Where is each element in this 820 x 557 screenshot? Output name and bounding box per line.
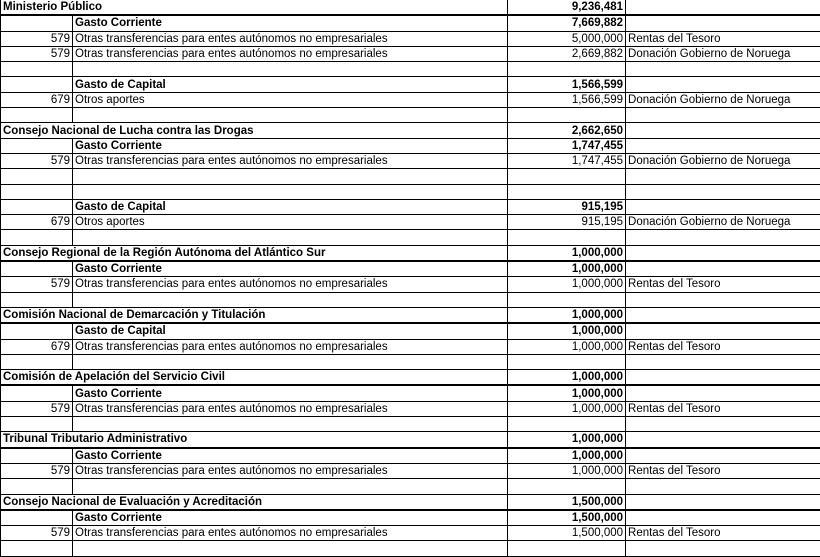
blank-row [1, 230, 820, 245]
table-row [1, 153, 820, 168]
item-description: Otras transferencias para entes autónomos no empresariales [73, 339, 508, 354]
funding-source [626, 184, 820, 199]
object-code [1, 77, 73, 92]
group-label: Gasto de Capital [73, 77, 508, 92]
group-label: Gasto Corriente [73, 385, 508, 401]
table-row [1, 463, 820, 478]
amount-cell: 915,195 [508, 215, 626, 230]
amount-cell: 1,000,000 [508, 448, 626, 464]
amount-cell: 1,500,000 [508, 510, 626, 526]
entity-row [1, 245, 820, 261]
object-code: 679 [1, 215, 73, 230]
funding-source [626, 230, 820, 245]
funding-source [626, 323, 820, 339]
entity-row [1, 494, 820, 510]
amount-cell: 1,000,000 [508, 261, 626, 277]
group-row [1, 77, 820, 92]
object-code: 679 [1, 92, 73, 107]
amount-cell [508, 108, 626, 123]
amount-cell [508, 354, 626, 369]
blank-row [1, 354, 820, 369]
item-description: Otras transferencias para entes autónomos no empresariales [73, 31, 508, 46]
item-description: Otras transferencias para entes autónomos no empresariales [73, 463, 508, 478]
funding-source: Donación Gobierno de Noruega [626, 92, 820, 107]
amount-cell: 7,669,882 [508, 15, 626, 31]
entity-name: Tribunal Tributario Administrativo [1, 432, 508, 448]
item-description [73, 230, 508, 245]
group-label: Gasto Corriente [73, 510, 508, 526]
table-row [1, 215, 820, 230]
table-row [1, 277, 820, 292]
amount-cell [508, 417, 626, 432]
funding-source [626, 123, 820, 138]
item-description: Otros aportes [73, 92, 508, 107]
object-code [1, 510, 73, 526]
object-code [1, 15, 73, 31]
item-description: Otras transferencias para entes autónomos no empresariales [73, 526, 508, 541]
funding-source [626, 385, 820, 401]
funding-source: Rentas del Tesoro [626, 526, 820, 541]
amount-cell: 1,000,000 [508, 370, 626, 386]
amount-cell: 1,747,455 [508, 153, 626, 168]
amount-cell [508, 169, 626, 184]
group-label: Gasto Corriente [73, 138, 508, 153]
group-row [1, 15, 820, 31]
amount-cell: 2,669,882 [508, 46, 626, 61]
object-code [1, 448, 73, 464]
group-label: Gasto Corriente [73, 261, 508, 277]
amount-cell: 1,000,000 [508, 432, 626, 448]
amount-cell: 5,000,000 [508, 31, 626, 46]
blank-row [1, 417, 820, 432]
entity-row [1, 307, 820, 323]
blank-row [1, 479, 820, 494]
table-row [1, 401, 820, 416]
object-code [1, 108, 73, 123]
entity-name: Ministerio Público [1, 0, 508, 15]
blank-row [1, 184, 820, 199]
object-code: 679 [1, 339, 73, 354]
object-code [1, 184, 73, 199]
funding-source: Rentas del Tesoro [626, 339, 820, 354]
funding-source [626, 370, 820, 386]
entity-name: Consejo Regional de la Región Autónoma del Atlántico Sur [1, 245, 508, 261]
blank-row [1, 169, 820, 184]
object-code [1, 138, 73, 153]
group-label: Gasto Corriente [73, 15, 508, 31]
object-code [1, 62, 73, 77]
amount-cell [508, 62, 626, 77]
table-row [1, 339, 820, 354]
entity-name: Consejo Nacional de Evaluación y Acreditación [1, 494, 508, 510]
blank-row [1, 62, 820, 77]
funding-source [626, 448, 820, 464]
amount-cell [508, 184, 626, 199]
amount-cell: 1,566,599 [508, 77, 626, 92]
amount-cell: 915,195 [508, 199, 626, 214]
group-row [1, 385, 820, 401]
object-code [1, 292, 73, 307]
table-row [1, 31, 820, 46]
amount-cell [508, 230, 626, 245]
group-label: Gasto de Capital [73, 323, 508, 339]
entity-name: Consejo Nacional de Lucha contra las Drogas [1, 123, 508, 138]
funding-source [626, 245, 820, 261]
funding-source [626, 199, 820, 214]
object-code [1, 323, 73, 339]
item-description [73, 417, 508, 432]
item-description: Otras transferencias para entes autónomos no empresariales [73, 401, 508, 416]
funding-source [626, 77, 820, 92]
funding-source: Rentas del Tesoro [626, 401, 820, 416]
table-row [1, 46, 820, 61]
amount-cell [508, 292, 626, 307]
amount-cell: 1,000,000 [508, 339, 626, 354]
funding-source [626, 510, 820, 526]
funding-source [626, 261, 820, 277]
entity-row [1, 123, 820, 138]
amount-cell: 1,500,000 [508, 526, 626, 541]
amount-cell: 1,000,000 [508, 307, 626, 323]
amount-cell: 1,500,000 [508, 494, 626, 510]
object-code [1, 169, 73, 184]
amount-cell: 1,000,000 [508, 245, 626, 261]
object-code: 579 [1, 526, 73, 541]
funding-source [626, 15, 820, 31]
object-code: 579 [1, 463, 73, 478]
amount-cell: 1,000,000 [508, 277, 626, 292]
group-row [1, 510, 820, 526]
funding-source [626, 494, 820, 510]
item-description [73, 479, 508, 494]
table-row [1, 92, 820, 107]
item-description [73, 169, 508, 184]
entity-row [1, 432, 820, 448]
item-description: Otras transferencias para entes autónomos no empresariales [73, 46, 508, 61]
object-code: 579 [1, 46, 73, 61]
item-description [73, 354, 508, 369]
amount-cell: 1,000,000 [508, 385, 626, 401]
item-description [73, 108, 508, 123]
amount-cell: 1,000,000 [508, 401, 626, 416]
item-description: Otros aportes [73, 215, 508, 230]
amount-cell: 9,236,481 [508, 0, 626, 15]
funding-source: Donación Gobierno de Noruega [626, 215, 820, 230]
funding-source: Rentas del Tesoro [626, 463, 820, 478]
group-row [1, 199, 820, 214]
amount-cell: 1,566,599 [508, 92, 626, 107]
funding-source [626, 169, 820, 184]
funding-source: Rentas del Tesoro [626, 31, 820, 46]
group-row [1, 261, 820, 277]
funding-source [626, 138, 820, 153]
amount-cell: 2,662,650 [508, 123, 626, 138]
object-code: 579 [1, 401, 73, 416]
item-description: Otras transferencias para entes autónomos no empresariales [73, 153, 508, 168]
item-description: Otras transferencias para entes autónomos no empresariales [73, 277, 508, 292]
funding-source [626, 417, 820, 432]
object-code [1, 261, 73, 277]
funding-source [626, 292, 820, 307]
amount-cell: 1,000,000 [508, 463, 626, 478]
funding-source [626, 108, 820, 123]
object-code [1, 199, 73, 214]
group-row [1, 448, 820, 464]
group-row [1, 138, 820, 153]
object-code [1, 385, 73, 401]
group-label: Gasto Corriente [73, 448, 508, 464]
funding-source [626, 479, 820, 494]
table-row [1, 526, 820, 541]
funding-source: Donación Gobierno de Noruega [626, 46, 820, 61]
object-code [1, 417, 73, 432]
funding-source [626, 307, 820, 323]
item-description [73, 292, 508, 307]
group-row [1, 323, 820, 339]
item-description [73, 62, 508, 77]
object-code [1, 479, 73, 494]
group-label: Gasto de Capital [73, 199, 508, 214]
funding-source [626, 432, 820, 448]
object-code: 579 [1, 153, 73, 168]
object-code: 579 [1, 31, 73, 46]
blank-row [1, 292, 820, 307]
entity-name: Comisión Nacional de Demarcación y Titulación [1, 307, 508, 323]
funding-source [626, 354, 820, 369]
item-description [73, 184, 508, 199]
amount-cell [508, 479, 626, 494]
funding-source [626, 62, 820, 77]
entity-name: Comisión de Apelación del Servicio Civil [1, 370, 508, 386]
funding-source: Donación Gobierno de Noruega [626, 153, 820, 168]
object-code [1, 354, 73, 369]
entity-row [1, 0, 820, 15]
entity-row [1, 370, 820, 386]
amount-cell: 1,747,455 [508, 138, 626, 153]
funding-source [626, 0, 820, 15]
amount-cell: 1,000,000 [508, 323, 626, 339]
budget-table-body [1, 0, 820, 556]
blank-row [1, 108, 820, 123]
object-code [1, 230, 73, 245]
funding-source: Rentas del Tesoro [626, 277, 820, 292]
object-code: 579 [1, 277, 73, 292]
